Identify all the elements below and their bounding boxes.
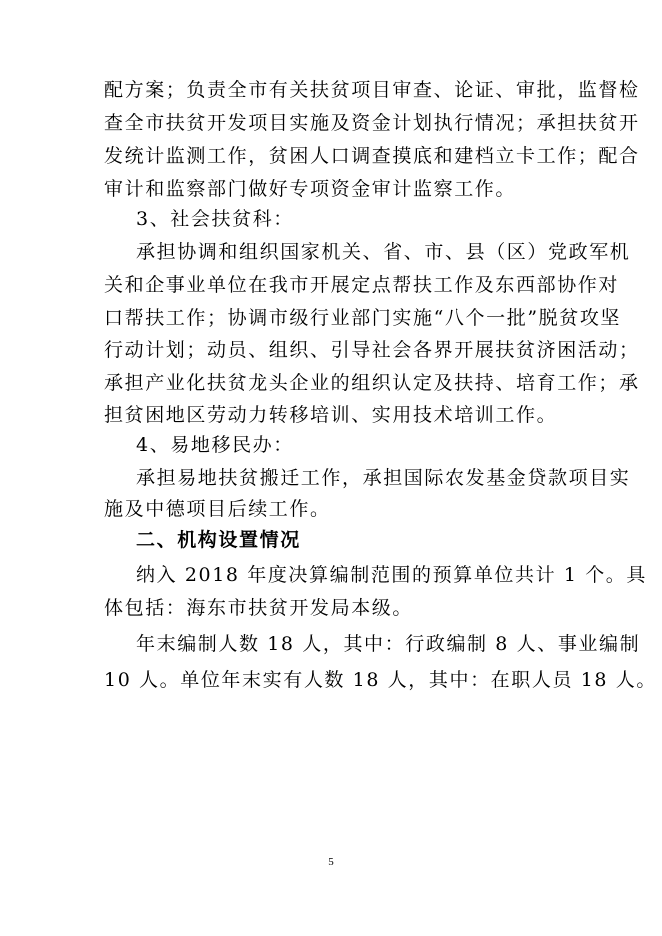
paragraph-line: 审计和监察部门做好专项资金审计监察工作。: [104, 178, 517, 200]
page-number: 5: [328, 856, 334, 868]
paragraph-line: 担贫困地区劳动力转移培训、实用技术培训工作。: [104, 404, 558, 426]
paragraph-line: 口帮扶工作；协调市级行业部门实施“八个一批”脱贫攻坚: [104, 307, 622, 329]
paragraph-line: 配方案；负责全市有关扶贫项目审查、论证、审批，监督检: [104, 79, 640, 101]
paragraph-line: 年末编制人数 18 人，其中：行政编制 8 人、事业编制: [136, 633, 641, 655]
paragraph-line: 纳入 2018 年度决算编制范围的预算单位共计 1 个。具: [136, 564, 648, 586]
section-heading-organization: 二、机构设置情况: [136, 529, 301, 551]
paragraph-line: 承担产业化扶贫龙头企业的组织认定及扶持、培育工作；承: [104, 372, 640, 394]
paragraph-line: 承担易地扶贫搬迁工作，承担国际农发基金贷款项目实: [136, 467, 631, 489]
paragraph-line: 体包括：海东市扶贫开发局本级。: [104, 597, 414, 619]
paragraph-line: 行动计划；动员、组织、引导社会各界开展扶贫济困活动；: [104, 339, 640, 361]
section-heading-social-poverty: 3、社会扶贫科：: [136, 208, 294, 230]
paragraph-line: 关和企事业单位在我市开展定点帮扶工作及东西部协作对: [104, 274, 620, 296]
paragraph-line: 施及中德项目后续工作。: [104, 498, 331, 520]
paragraph-line: 10 人。单位年末实有人数 18 人，其中：在职人员 18 人。: [104, 669, 657, 691]
paragraph-line: 发统计监测工作，贫困人口调查摸底和建档立卡工作；配合: [104, 145, 640, 167]
paragraph-line: 查全市扶贫开发项目实施及资金计划执行情况；承担扶贫开: [104, 112, 640, 134]
paragraph-line: 承担协调和组织国家机关、省、市、县（区）党政军机: [136, 241, 631, 263]
section-heading-relocation-office: 4、易地移民办：: [136, 434, 294, 456]
